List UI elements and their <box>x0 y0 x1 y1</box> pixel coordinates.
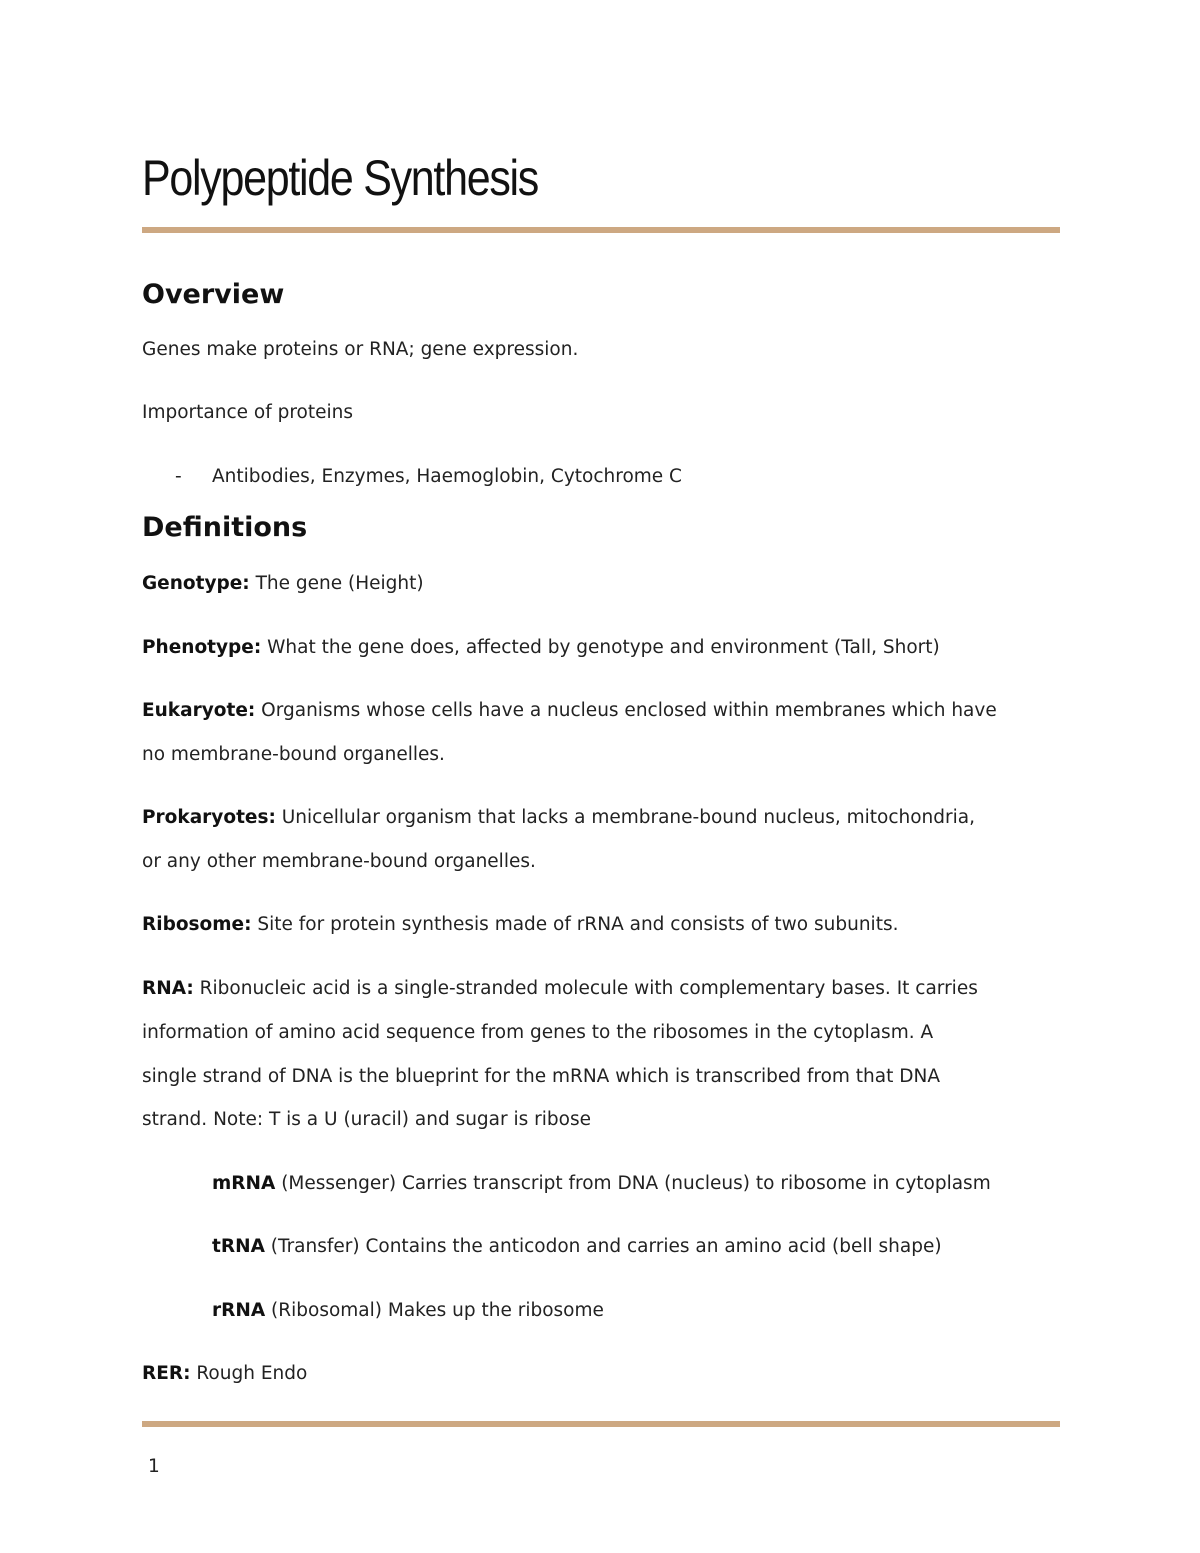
desc-genotype: The gene (Height) <box>249 573 424 594</box>
definition-eukaryote <box>142 689 1060 733</box>
definition-genotype <box>142 562 1060 606</box>
desc-eukaryote-1: Organisms whose cells have a nucleus enclosed within membranes which have <box>255 700 997 721</box>
desc-prokaryotes-1: Unicellular organism that lacks a membrane-bound nucleus, mitochondria, <box>275 807 975 828</box>
desc-rrna: (Ribosomal) Makes up the ribosome <box>265 1300 604 1321</box>
footer-divider <box>142 1421 1060 1427</box>
definition-rrna <box>212 1289 1060 1333</box>
desc-mrna: (Messenger) Carries transcript from DNA (nucleus) to ribosome in cytoplasm <box>275 1173 991 1194</box>
bullet-item-proteins: Antibodies, Enzymes, Haemoglobin, Cytochrome C <box>212 466 682 487</box>
definition-rer <box>142 1352 1060 1396</box>
term-mrna: mRNA <box>212 1173 276 1194</box>
term-prokaryotes: Prokaryotes: <box>142 807 276 828</box>
definition-rna-line-3: single strand of DNA is the blueprint for the mRNA which is transcribed from that DNA <box>142 1066 940 1087</box>
desc-ribosome: Site for protein synthesis made of rRNA and consists of two subunits. <box>251 914 899 935</box>
definition-prokaryotes <box>142 796 1060 840</box>
definition-mrna <box>212 1162 1060 1206</box>
desc-trna: (Transfer) Contains the anticodon and carries an amino acid (bell shape) <box>264 1236 942 1257</box>
term-rna: RNA: <box>142 978 194 999</box>
desc-rer: Rough Endo <box>190 1363 308 1384</box>
definition-rna-line-4: strand. Note: T is a U (uracil) and sugar is ribose <box>142 1109 591 1130</box>
definition-rna <box>142 967 1060 1011</box>
term-rrna: rRNA <box>212 1300 266 1321</box>
definition-phenotype <box>142 626 1060 670</box>
term-phenotype: Phenotype: <box>142 637 262 658</box>
bullet-marker: - <box>175 466 182 487</box>
term-ribosome: Ribosome: <box>142 914 252 935</box>
document-page <box>142 0 1060 1553</box>
term-rer: RER: <box>142 1363 191 1384</box>
document-title: Polypeptide Synthesis <box>142 150 539 206</box>
definition-trna <box>212 1225 1060 1269</box>
definition-eukaryote-cont: no membrane-bound organelles. <box>142 744 445 765</box>
term-trna: tRNA <box>212 1236 265 1257</box>
definition-prokaryotes-cont: or any other membrane-bound organelles. <box>142 851 536 872</box>
overview-line-importance: Importance of proteins <box>142 402 354 423</box>
desc-phenotype: What the gene does, affected by genotype and environment (Tall, Short) <box>261 637 940 658</box>
overview-heading: Overview <box>142 279 285 310</box>
title-divider <box>142 227 1060 233</box>
term-genotype: Genotype: <box>142 573 250 594</box>
term-eukaryote: Eukaryote: <box>142 700 256 721</box>
overview-line-genes: Genes make proteins or RNA; gene expression. <box>142 339 579 360</box>
definition-ribosome <box>142 903 1060 947</box>
desc-rna-1: Ribonucleic acid is a single-stranded molecule with complementary bases. It carries <box>193 978 978 999</box>
definitions-heading: Definitions <box>142 512 308 543</box>
definition-rna-line-2: information of amino acid sequence from genes to the ribosomes in the cytoplasm. A <box>142 1022 934 1043</box>
page-number: 1 <box>148 1456 160 1477</box>
